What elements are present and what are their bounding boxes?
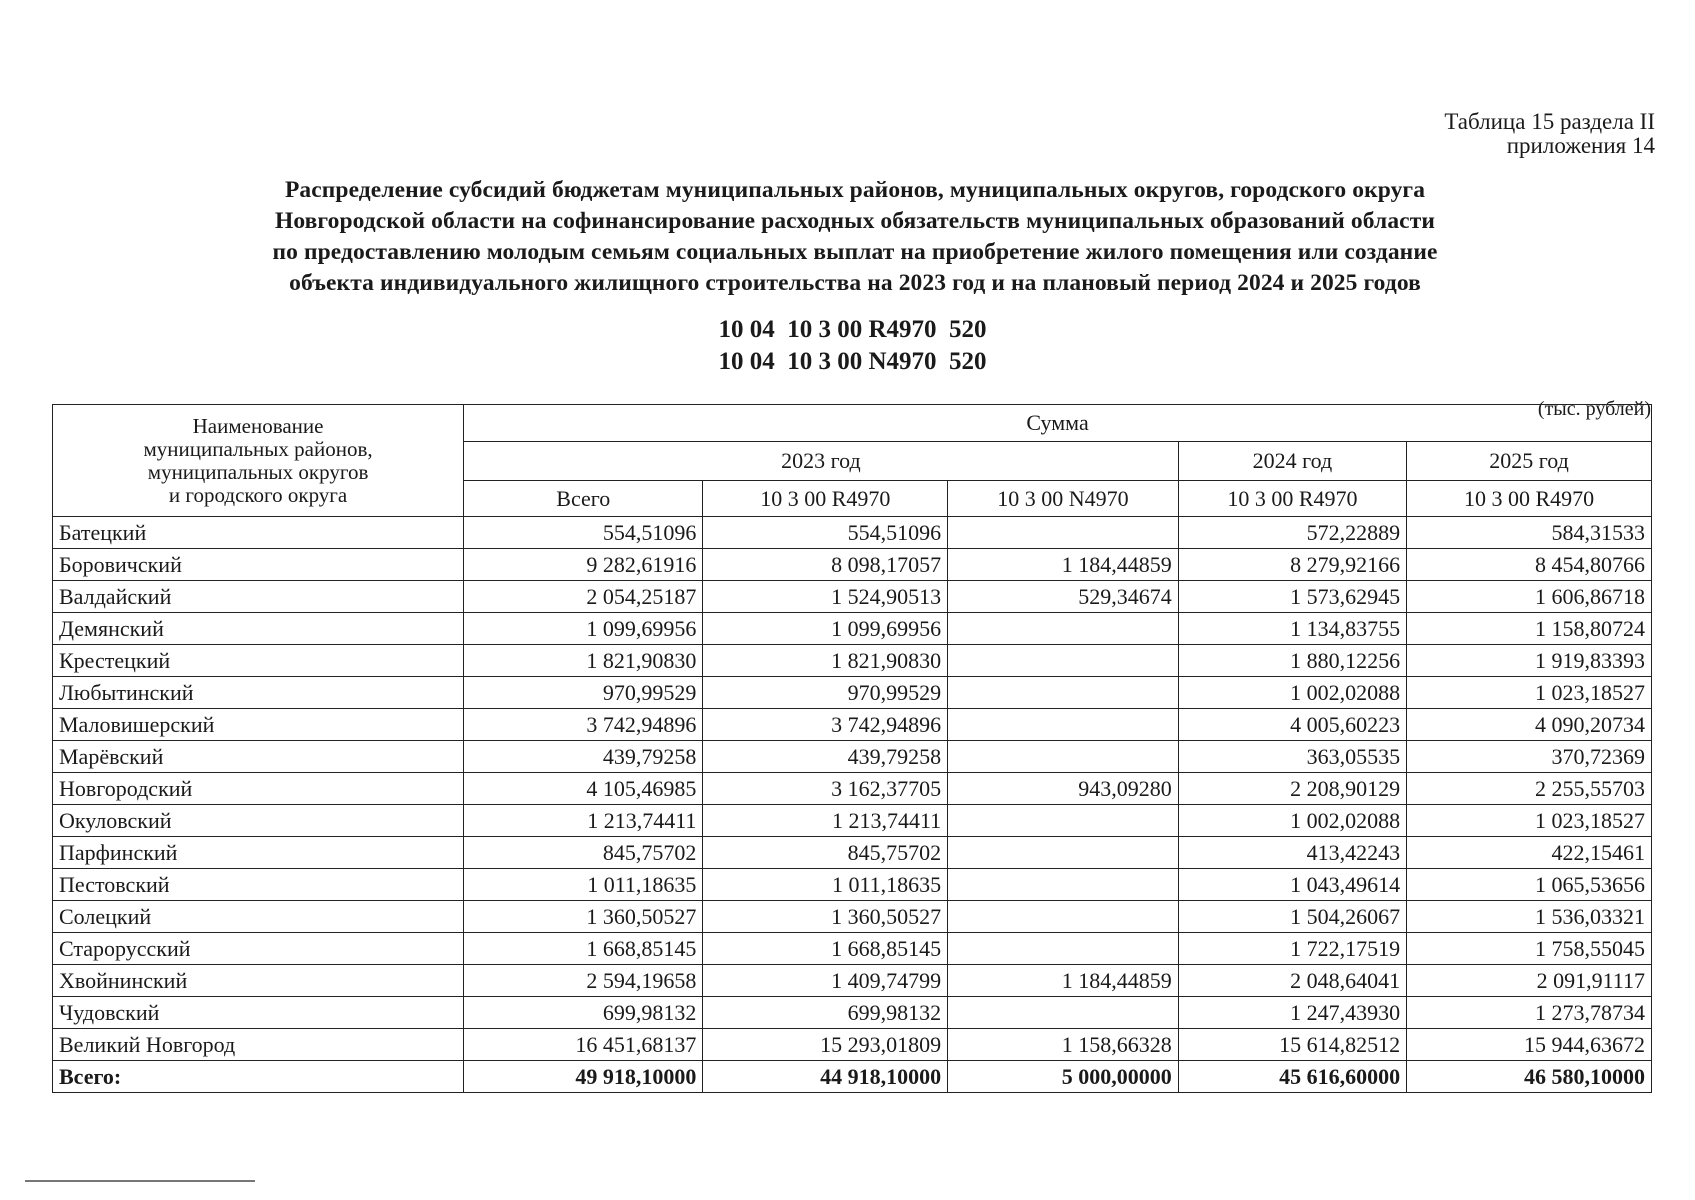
cell-total-2023: 1 821,90830 [464,645,703,677]
cell-r4970-2024: 1 504,26067 [1178,901,1406,933]
cell-total-2023: 1 099,69956 [464,613,703,645]
cell-district-name: Демянский [53,613,464,645]
cell-total-2023: 1 011,18635 [464,869,703,901]
total-cell-total-2023: 49 918,10000 [464,1061,703,1093]
cell-r4970-2025: 1 158,80724 [1407,613,1652,645]
name-column-header [53,405,464,517]
table-row [53,581,1652,613]
cell-r4970-2025: 2 255,55703 [1407,773,1652,805]
cell-r4970-2023: 970,99529 [703,677,948,709]
cell-r4970-2024: 413,42243 [1178,837,1406,869]
cell-total-2023: 699,98132 [464,997,703,1029]
column-header-r4970-2025: 10 3 00 R4970 [1407,481,1652,517]
cell-r4970-2024: 1 002,02088 [1178,677,1406,709]
cell-r4970-2025: 1 065,53656 [1407,869,1652,901]
cell-n4970-2023 [948,613,1179,645]
cell-n4970-2023: 943,09280 [948,773,1179,805]
cell-r4970-2023: 1 213,74411 [703,805,948,837]
cell-r4970-2023: 8 098,17057 [703,549,948,581]
cell-n4970-2023 [948,869,1179,901]
table-row [53,677,1652,709]
cell-r4970-2024: 2 208,90129 [1178,773,1406,805]
subsidy-table [52,404,1652,1093]
total-row [53,1061,1652,1093]
cell-total-2023: 2 594,19658 [464,965,703,997]
cell-n4970-2023 [948,677,1179,709]
name-header-line-2: муниципальных районов, [143,436,373,461]
total-cell-r4970-2025: 46 580,10000 [1407,1061,1652,1093]
year-2024-header: 2024 год [1178,442,1406,481]
cell-n4970-2023 [948,901,1179,933]
cell-district-name: Парфинский [53,837,464,869]
budget-codes [0,314,1695,378]
cell-r4970-2025: 4 090,20734 [1407,709,1652,741]
table-row [53,709,1652,741]
cell-district-name: Новгородский [53,773,464,805]
cell-r4970-2024: 1 247,43930 [1178,997,1406,1029]
cell-r4970-2024: 4 005,60223 [1178,709,1406,741]
cell-total-2023: 2 054,25187 [464,581,703,613]
table-row [53,997,1652,1029]
cell-r4970-2023: 1 011,18635 [703,869,948,901]
cell-r4970-2025: 584,31533 [1407,517,1652,549]
cell-total-2023: 1 213,74411 [464,805,703,837]
cell-r4970-2025: 370,72369 [1407,741,1652,773]
unit-label: (тыс. рублей) [1537,398,1651,420]
cell-r4970-2025: 2 091,91117 [1407,965,1652,997]
table-body [53,517,1652,1093]
cell-r4970-2025: 1 606,86718 [1407,581,1652,613]
cell-r4970-2023: 1 821,90830 [703,645,948,677]
total-cell-r4970-2023: 44 918,10000 [703,1061,948,1093]
cell-district-name: Крестецкий [53,645,464,677]
total-cell-n4970-2023: 5 000,00000 [948,1061,1179,1093]
cell-r4970-2023: 1 360,50527 [703,901,948,933]
cell-r4970-2023: 1 409,74799 [703,965,948,997]
cell-r4970-2025: 8 454,80766 [1407,549,1652,581]
cell-n4970-2023 [948,517,1179,549]
table-row [53,805,1652,837]
budget-code-1: 10 04 10 3 00 R4970 520 [718,316,987,343]
cell-r4970-2023: 439,79258 [703,741,948,773]
table-row [53,869,1652,901]
document-title [140,175,1570,299]
cell-total-2023: 9 282,61916 [464,549,703,581]
cell-r4970-2024: 1 880,12256 [1178,645,1406,677]
column-header-total: Всего [464,481,703,517]
cell-r4970-2024: 8 279,92166 [1178,549,1406,581]
cell-n4970-2023 [948,741,1179,773]
table-row [53,517,1652,549]
table-row [53,901,1652,933]
title-line-2: Новгородской области на софинансирование расходных обязательств муниципальных образований области [274,208,1435,234]
table-reference-line2: приложения 14 [1506,133,1655,158]
cell-r4970-2024: 15 614,82512 [1178,1029,1406,1061]
cell-r4970-2025: 1 758,55045 [1407,933,1652,965]
table-row [53,773,1652,805]
cell-r4970-2024: 1 722,17519 [1178,933,1406,965]
cell-r4970-2024: 572,22889 [1178,517,1406,549]
cell-r4970-2024: 1 134,83755 [1178,613,1406,645]
table-row [53,645,1652,677]
cell-r4970-2025: 15 944,63672 [1407,1029,1652,1061]
table-row [53,965,1652,997]
cell-total-2023: 16 451,68137 [464,1029,703,1061]
table-reference-line1: Таблица 15 раздела II [1444,109,1655,134]
cell-district-name: Пестовский [53,869,464,901]
cell-r4970-2024: 1 002,02088 [1178,805,1406,837]
cell-n4970-2023: 1 184,44859 [948,549,1179,581]
title-line-1: Распределение субсидий бюджетам муниципальных районов, муниципальных округов, городского округа [284,177,1426,203]
cell-total-2023: 845,75702 [464,837,703,869]
cell-district-name: Старорусский [53,933,464,965]
cell-district-name: Марёвский [53,741,464,773]
cell-n4970-2023 [948,837,1179,869]
cell-r4970-2025: 1 023,18527 [1407,677,1652,709]
cell-district-name: Маловишерский [53,709,464,741]
cell-r4970-2024: 1 573,62945 [1178,581,1406,613]
table-row [53,837,1652,869]
cell-r4970-2024: 363,05535 [1178,741,1406,773]
cell-r4970-2025: 1 536,03321 [1407,901,1652,933]
cell-n4970-2023 [948,933,1179,965]
table-reference [1444,110,1655,158]
scan-artifact-line [25,1180,255,1182]
title-line-3: по предоставлению молодым семьям социальных выплат на приобретение жилого помещения или создание [272,239,1438,265]
cell-r4970-2023: 1 668,85145 [703,933,948,965]
cell-total-2023: 1 360,50527 [464,901,703,933]
table-row [53,549,1652,581]
table-row [53,741,1652,773]
year-2023-header: 2023 год [464,442,1179,481]
cell-n4970-2023 [948,805,1179,837]
cell-r4970-2024: 1 043,49614 [1178,869,1406,901]
cell-district-name: Хвойнинский [53,965,464,997]
cell-district-name: Батецкий [53,517,464,549]
cell-r4970-2023: 15 293,01809 [703,1029,948,1061]
column-header-n4970-2023: 10 3 00 N4970 [948,481,1179,517]
cell-r4970-2023: 554,51096 [703,517,948,549]
cell-r4970-2023: 699,98132 [703,997,948,1029]
sum-header: Сумма [464,405,1652,442]
cell-r4970-2025: 1 023,18527 [1407,805,1652,837]
total-cell-r4970-2024: 45 616,60000 [1178,1061,1406,1093]
cell-n4970-2023: 1 158,66328 [948,1029,1179,1061]
cell-r4970-2025: 1 919,83393 [1407,645,1652,677]
cell-r4970-2025: 422,15461 [1407,837,1652,869]
total-cell-district-name: Всего: [53,1061,464,1093]
cell-n4970-2023 [948,709,1179,741]
table-row [53,933,1652,965]
table-row [53,613,1652,645]
cell-district-name: Чудовский [53,997,464,1029]
cell-total-2023: 1 668,85145 [464,933,703,965]
cell-r4970-2025: 1 273,78734 [1407,997,1652,1029]
cell-n4970-2023 [948,997,1179,1029]
name-header-line-1: Наименование [192,413,324,438]
name-header-line-3: муниципальных округов [147,459,369,484]
cell-district-name: Боровичский [53,549,464,581]
year-2025-header: 2025 год [1407,442,1652,481]
name-header-line-4: и городского округа [168,482,348,507]
cell-r4970-2023: 3 162,37705 [703,773,948,805]
budget-code-2: 10 04 10 3 00 N4970 520 [718,348,987,375]
cell-district-name: Солецкий [53,901,464,933]
cell-r4970-2023: 845,75702 [703,837,948,869]
title-line-4: объекта индивидуального жилищного строительства на 2023 год и на плановый период 2024 и 2025 годов [289,270,1421,296]
cell-district-name: Окуловский [53,805,464,837]
cell-r4970-2023: 3 742,94896 [703,709,948,741]
column-header-r4970-2023: 10 3 00 R4970 [703,481,948,517]
column-header-r4970-2024: 10 3 00 R4970 [1178,481,1406,517]
cell-total-2023: 3 742,94896 [464,709,703,741]
cell-total-2023: 970,99529 [464,677,703,709]
cell-r4970-2023: 1 524,90513 [703,581,948,613]
cell-n4970-2023: 1 184,44859 [948,965,1179,997]
cell-n4970-2023: 529,34674 [948,581,1179,613]
cell-total-2023: 554,51096 [464,517,703,549]
cell-district-name: Великий Новгород [53,1029,464,1061]
cell-r4970-2023: 1 099,69956 [703,613,948,645]
cell-total-2023: 439,79258 [464,741,703,773]
cell-district-name: Валдайский [53,581,464,613]
cell-total-2023: 4 105,46985 [464,773,703,805]
cell-district-name: Любытинский [53,677,464,709]
table-row [53,1029,1652,1061]
cell-r4970-2024: 2 048,64041 [1178,965,1406,997]
cell-n4970-2023 [948,645,1179,677]
